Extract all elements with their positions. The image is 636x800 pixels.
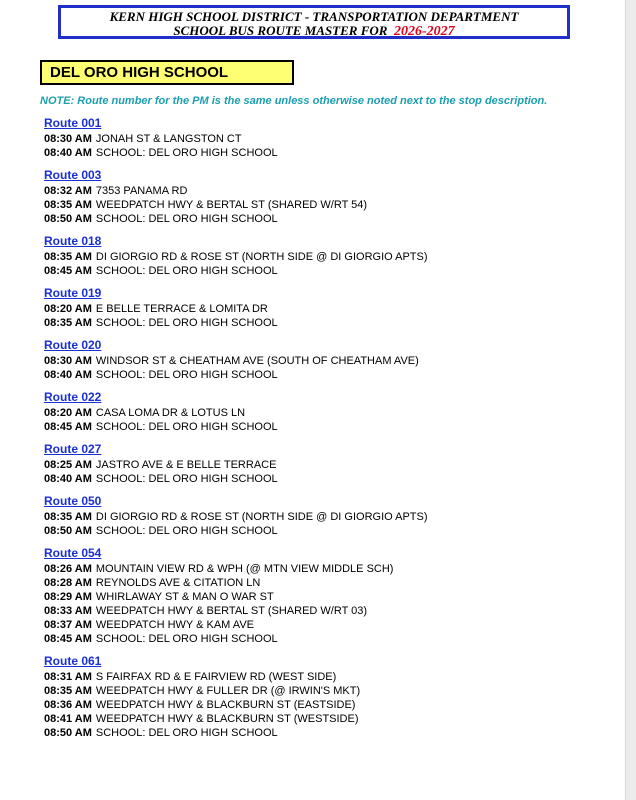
document-header <box>58 5 570 39</box>
route-note: NOTE: Route number for the PM is the same unless otherwise noted next to the stop description. <box>40 95 548 107</box>
route-link[interactable]: Route 054 <box>44 546 102 560</box>
stop-description: E BELLE TERRACE & LOMITA DR <box>95 303 268 315</box>
stop-description: WEEDPATCH HWY & BERTAL ST (SHARED W/RT 54) <box>95 199 368 211</box>
stop-description: WHIRLAWAY ST & MAN O WAR ST <box>95 591 274 603</box>
stop-time: 08:50 AM <box>44 727 92 739</box>
route-block <box>44 232 614 278</box>
stop-description: SCHOOL: DEL ORO HIGH SCHOOL <box>95 633 278 645</box>
stop-time: 08:30 AM <box>44 133 92 145</box>
route-link[interactable]: Route 050 <box>44 494 102 508</box>
stop-row <box>44 458 614 472</box>
route-block <box>44 544 614 646</box>
route-block <box>44 166 614 226</box>
stop-description: WEEDPATCH HWY & FULLER DR (@ IRWIN'S MKT) <box>95 685 361 697</box>
stop-time: 08:40 AM <box>44 369 92 381</box>
stop-time: 08:41 AM <box>44 713 92 725</box>
stop-row <box>44 632 614 646</box>
stop-row <box>44 472 614 486</box>
stop-row <box>44 604 614 618</box>
route-link[interactable]: Route 027 <box>44 442 102 456</box>
route-block <box>44 336 614 382</box>
stop-time: 08:50 AM <box>44 525 92 537</box>
header-line-1: KERN HIGH SCHOOL DISTRICT - TRANSPORTATION DEPARTMENT <box>109 9 519 24</box>
stop-row <box>44 198 614 212</box>
stop-time: 08:35 AM <box>44 317 92 329</box>
route-link[interactable]: Route 022 <box>44 390 102 404</box>
stop-row <box>44 354 614 368</box>
stop-time: 08:35 AM <box>44 511 92 523</box>
stop-time: 08:20 AM <box>44 407 92 419</box>
stop-description: SCHOOL: DEL ORO HIGH SCHOOL <box>95 213 278 225</box>
stop-row <box>44 420 614 434</box>
stop-description: SCHOOL: DEL ORO HIGH SCHOOL <box>95 473 278 485</box>
stop-row <box>44 726 614 740</box>
page-edge <box>625 0 636 800</box>
stop-time: 08:45 AM <box>44 421 92 433</box>
stop-description: DI GIORGIO RD & ROSE ST (NORTH SIDE @ DI GIORGIO APTS) <box>95 251 428 263</box>
stop-time: 08:35 AM <box>44 685 92 697</box>
stop-row <box>44 510 614 524</box>
stop-time: 08:32 AM <box>44 185 92 197</box>
stop-time: 08:37 AM <box>44 619 92 631</box>
stop-time: 08:20 AM <box>44 303 92 315</box>
stop-time: 08:50 AM <box>44 213 92 225</box>
stop-time: 08:33 AM <box>44 605 92 617</box>
stop-description: MOUNTAIN VIEW RD & WPH (@ MTN VIEW MIDDLE SCH) <box>95 563 394 575</box>
route-link[interactable]: Route 020 <box>44 338 102 352</box>
route-block <box>44 652 614 740</box>
stop-row <box>44 132 614 146</box>
stop-description: REYNOLDS AVE & CITATION LN <box>95 577 261 589</box>
stop-time: 08:45 AM <box>44 265 92 277</box>
stop-row <box>44 684 614 698</box>
stop-time: 08:26 AM <box>44 563 92 575</box>
header-year: 2026-2027 <box>393 24 455 39</box>
stop-description: SCHOOL: DEL ORO HIGH SCHOOL <box>95 525 278 537</box>
stop-time: 08:35 AM <box>44 199 92 211</box>
route-block <box>44 284 614 330</box>
stop-time: 08:40 AM <box>44 147 92 159</box>
stop-description: SCHOOL: DEL ORO HIGH SCHOOL <box>95 369 278 381</box>
route-block <box>44 114 614 160</box>
stop-row <box>44 524 614 538</box>
stop-row <box>44 576 614 590</box>
stop-row <box>44 316 614 330</box>
stop-description: WEEDPATCH HWY & BLACKBURN ST (WESTSIDE) <box>95 713 359 725</box>
route-link[interactable]: Route 003 <box>44 168 102 182</box>
route-block <box>44 440 614 486</box>
stop-description: WEEDPATCH HWY & BLACKBURN ST (EASTSIDE) <box>95 699 356 711</box>
stop-time: 08:28 AM <box>44 577 92 589</box>
route-link[interactable]: Route 061 <box>44 654 102 668</box>
stop-row <box>44 712 614 726</box>
stop-time: 08:29 AM <box>44 591 92 603</box>
stop-row <box>44 264 614 278</box>
stop-row <box>44 406 614 420</box>
route-block <box>44 492 614 538</box>
stop-time: 08:25 AM <box>44 459 92 471</box>
stop-time: 08:40 AM <box>44 473 92 485</box>
route-link[interactable]: Route 018 <box>44 234 102 248</box>
header-line-2 <box>61 24 567 39</box>
stop-description: JONAH ST & LANGSTON CT <box>95 133 242 145</box>
stop-row <box>44 184 614 198</box>
route-link[interactable]: Route 001 <box>44 116 102 130</box>
stop-description: CASA LOMA DR & LOTUS LN <box>95 407 246 419</box>
stop-description: WEEDPATCH HWY & BERTAL ST (SHARED W/RT 03) <box>95 605 368 617</box>
stop-description: S FAIRFAX RD & E FAIRVIEW RD (WEST SIDE) <box>95 671 337 683</box>
stop-time: 08:35 AM <box>44 251 92 263</box>
stop-description: WINDSOR ST & CHEATHAM AVE (SOUTH OF CHEATHAM AVE) <box>95 355 419 367</box>
stop-row <box>44 250 614 264</box>
stop-time: 08:31 AM <box>44 671 92 683</box>
school-name: DEL ORO HIGH SCHOOL <box>40 60 294 85</box>
route-link[interactable]: Route 019 <box>44 286 102 300</box>
stop-description: SCHOOL: DEL ORO HIGH SCHOOL <box>95 147 278 159</box>
stop-description: SCHOOL: DEL ORO HIGH SCHOOL <box>95 317 278 329</box>
stop-description: 7353 PANAMA RD <box>95 185 188 197</box>
stop-row <box>44 212 614 226</box>
stop-row <box>44 146 614 160</box>
stop-description: SCHOOL: DEL ORO HIGH SCHOOL <box>95 727 278 739</box>
route-list <box>44 114 614 746</box>
stop-row <box>44 698 614 712</box>
stop-description: SCHOOL: DEL ORO HIGH SCHOOL <box>95 265 278 277</box>
stop-row <box>44 590 614 604</box>
stop-row <box>44 368 614 382</box>
stop-description: SCHOOL: DEL ORO HIGH SCHOOL <box>95 421 278 433</box>
stop-row <box>44 618 614 632</box>
stop-row <box>44 302 614 316</box>
stop-description: JASTRO AVE & E BELLE TERRACE <box>95 459 277 471</box>
stop-row <box>44 562 614 576</box>
stop-time: 08:36 AM <box>44 699 92 711</box>
header-line-2-prefix: SCHOOL BUS ROUTE MASTER FOR <box>173 23 388 38</box>
route-block <box>44 388 614 434</box>
stop-time: 08:30 AM <box>44 355 92 367</box>
stop-description: WEEDPATCH HWY & KAM AVE <box>95 619 254 631</box>
stop-row <box>44 670 614 684</box>
stop-description: DI GIORGIO RD & ROSE ST (NORTH SIDE @ DI GIORGIO APTS) <box>95 511 428 523</box>
stop-time: 08:45 AM <box>44 633 92 645</box>
